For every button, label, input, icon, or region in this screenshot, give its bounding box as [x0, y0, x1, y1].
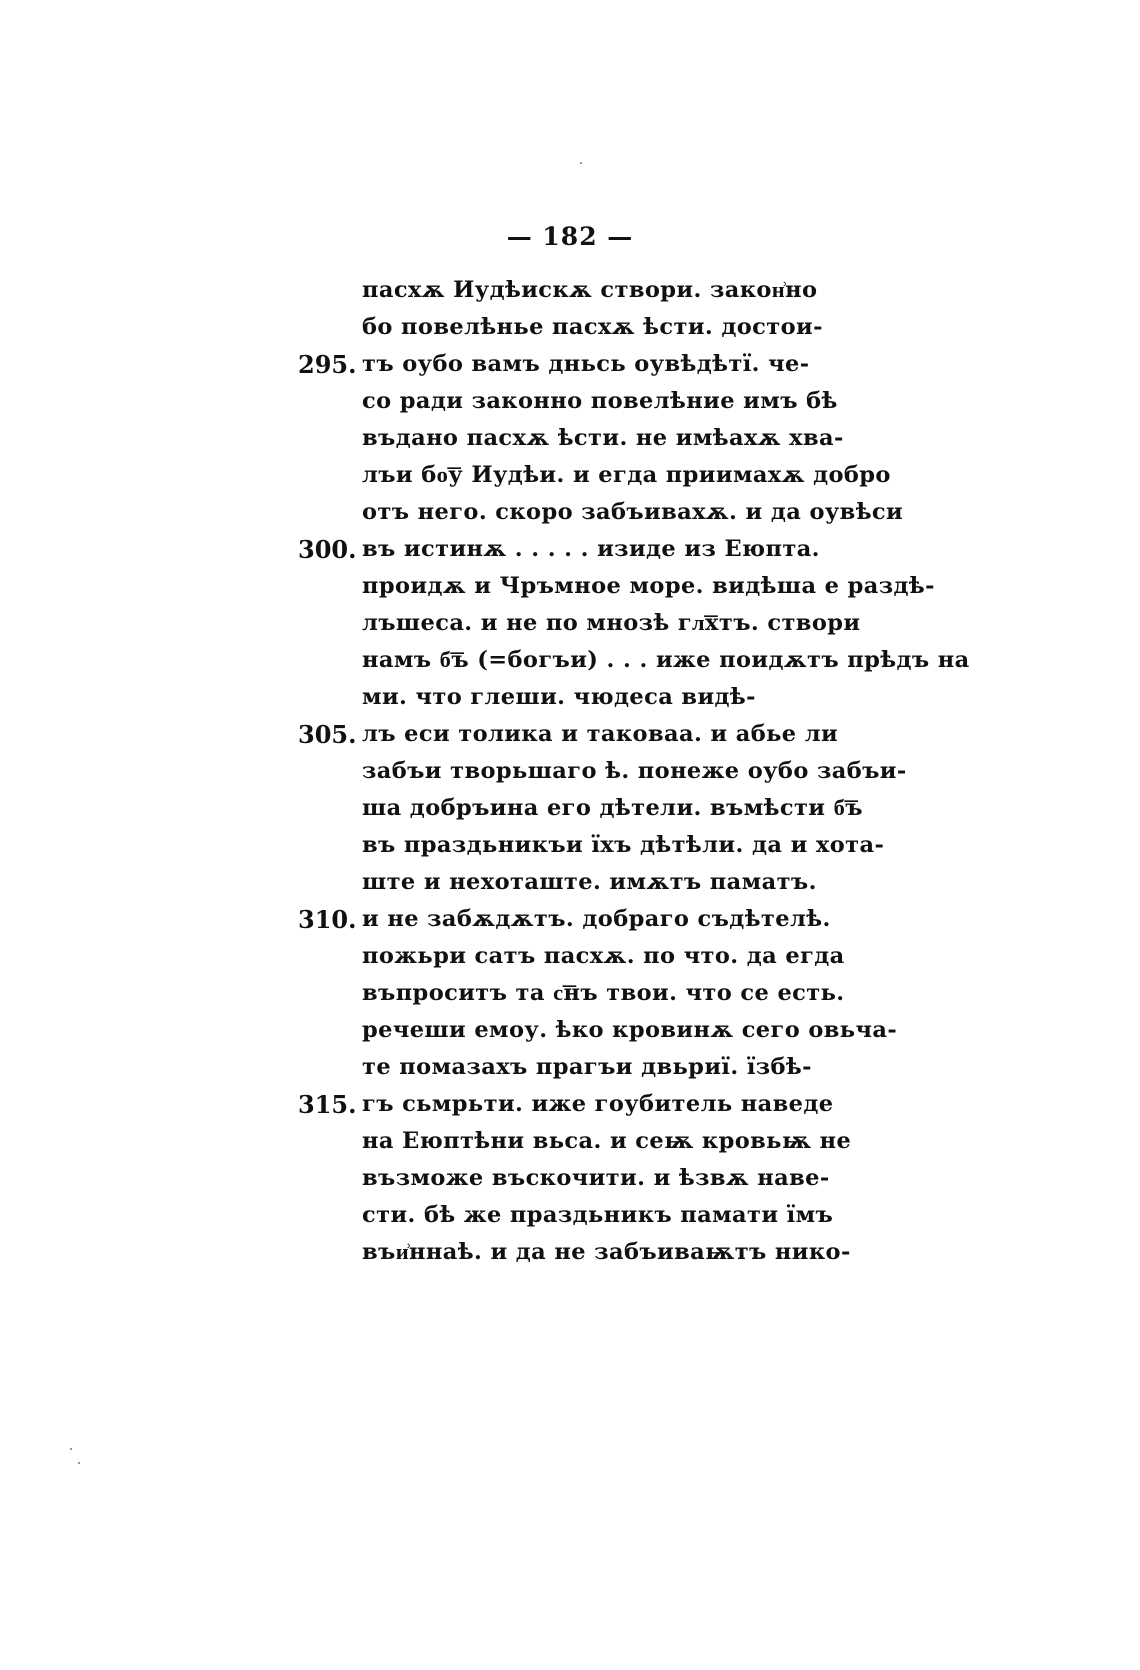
line-text: намъ б͞ъ (=богъи) . . . иже поидѫтъ прѣдъ на [362, 647, 970, 673]
line-text: ми. что глеши. чюдеса видѣ- [362, 684, 756, 710]
line-number: 310. [298, 905, 357, 934]
line-text: гъ сьмрьти. иже гоубитель наведе [362, 1091, 834, 1117]
text-line [298, 679, 1018, 716]
text-line [298, 642, 1018, 679]
text-line [298, 827, 1018, 864]
text-line [298, 346, 1018, 383]
line-text: забъи творьшаго ѣ. понеже оубо забъи- [362, 758, 907, 784]
text-line [298, 975, 1018, 1012]
text-line [298, 1234, 1018, 1271]
text-line [298, 383, 1018, 420]
line-number: 315. [298, 1090, 357, 1119]
line-text: ша добръина его дѣтели. въмѣсти б͞ъ [362, 795, 863, 821]
paper-speck [70, 1448, 72, 1450]
page-number: — 182 — [506, 222, 634, 251]
line-text: въпроситъ та с͞нъ твои. что се есть. [362, 980, 845, 1006]
text-line [298, 1160, 1018, 1197]
text-line [298, 1123, 1018, 1160]
line-text: въи͗ннаѣ. и да не забъиваѭтъ нико- [362, 1239, 851, 1265]
line-text: речеши емоу. ѣко кровинѫ сего овьча- [362, 1017, 898, 1043]
text-line [298, 1086, 1018, 1123]
line-text: пасхѫ Иудѣискѫ створи. закон͗но [362, 277, 818, 303]
paper-speck [78, 1462, 80, 1464]
line-text: въдано пасхѫ ѣсти. не имѣахѫ хва- [362, 425, 844, 451]
text-line [298, 790, 1018, 827]
text-line [298, 272, 1018, 309]
line-number: 300. [298, 535, 357, 564]
text-line [298, 1012, 1018, 1049]
text-line [298, 531, 1018, 568]
text-line [298, 901, 1018, 938]
line-text: на Еюптѣни вьса. и сеѭ кровьѭ не [362, 1128, 852, 1154]
text-line [298, 605, 1018, 642]
line-text: сти. бѣ же праздьникъ памати їмъ [362, 1202, 834, 1228]
line-text: ште и нехоташте. имѫтъ паматъ. [362, 869, 817, 895]
text-line [298, 938, 1018, 975]
text-line [298, 309, 1018, 346]
text-line [298, 568, 1018, 605]
text-block [298, 272, 1018, 1271]
text-line [298, 753, 1018, 790]
line-text: въ праздьникъи їхъ дѣтѣли. да и хота- [362, 832, 885, 858]
text-line [298, 716, 1018, 753]
text-line [298, 457, 1018, 494]
line-text: лъи бо͞у Иудѣи. и егда приимахѫ добро [362, 462, 891, 488]
line-text: со ради законно повелѣние имъ бѣ [362, 388, 838, 414]
line-number: 295. [298, 350, 357, 379]
line-text: те помазахъ прагъи двьриї. їзбѣ- [362, 1054, 812, 1080]
line-text: пожьри сатъ пасхѫ. по что. да егда [362, 943, 845, 969]
line-text: бо повелѣнье пасхѫ ѣсти. достои- [362, 314, 823, 340]
text-line [298, 1197, 1018, 1234]
line-text: и не забѫдѫтъ. добраго съдѣтелѣ. [362, 906, 831, 932]
line-text: лъшеса. и не по мнозѣ гл͞хтъ. створи [362, 610, 861, 636]
line-text: проидѫ и Чръмное море. видѣша е раздѣ- [362, 573, 935, 599]
line-text: възможе въскочити. и ѣзвѫ наве- [362, 1165, 830, 1191]
line-text: въ истинѫ . . . . . изиде из Еюпта. [362, 536, 820, 562]
line-text: тъ оубо вамъ дньсь оувѣдѣтї. че- [362, 351, 810, 377]
text-line [298, 1049, 1018, 1086]
text-line [298, 420, 1018, 457]
text-line [298, 864, 1018, 901]
line-text: лъ еси толика и таковаа. и абье ли [362, 721, 839, 747]
paper-speck [580, 162, 582, 164]
text-line [298, 494, 1018, 531]
line-number: 305. [298, 720, 357, 749]
line-text: отъ него. скоро забъивахѫ. и да оувѣси [362, 499, 904, 525]
